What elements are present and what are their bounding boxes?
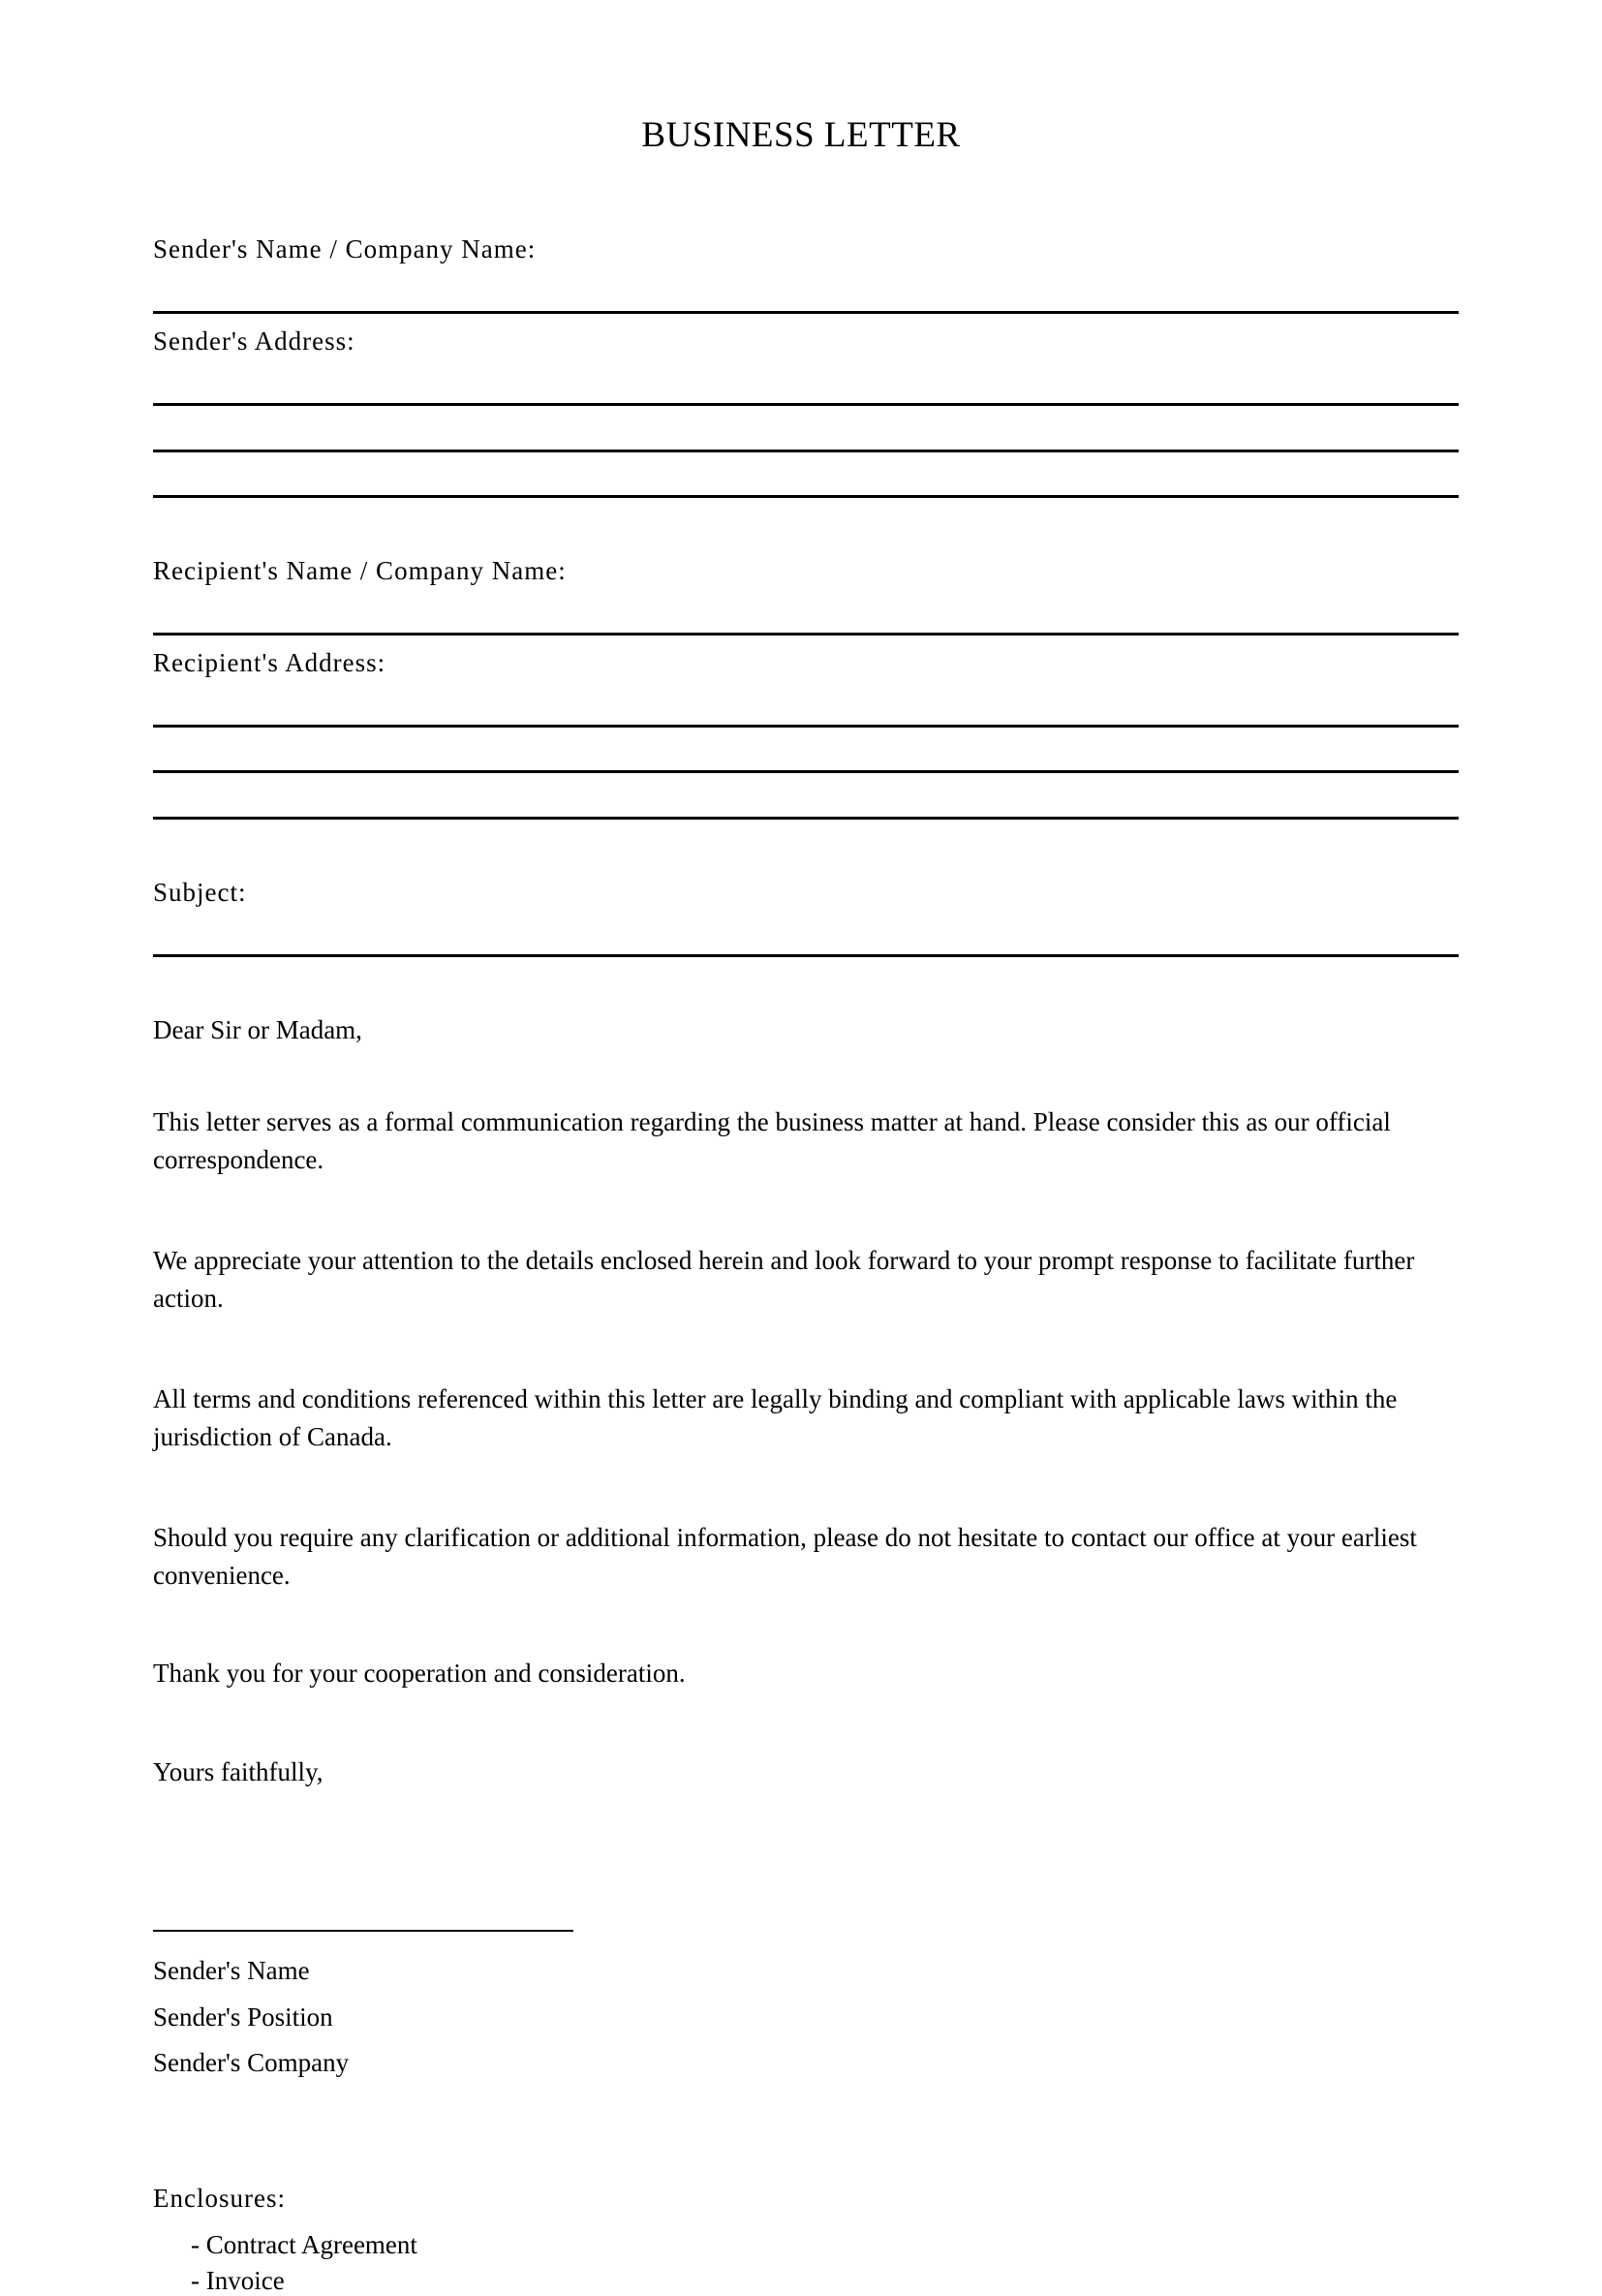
recipient-address-line-2[interactable] (153, 770, 1459, 773)
document-title: BUSINESS LETTER (641, 115, 961, 155)
signature-company: Sender's Company (153, 2048, 350, 2077)
salutation: Dear Sir or Madam, (153, 1015, 362, 1044)
sender-address-line-3[interactable] (153, 495, 1459, 498)
signature-line[interactable] (153, 1930, 573, 1932)
recipient-name-line[interactable] (153, 633, 1459, 636)
recipient-name-label: Recipient's Name / Company Name: (153, 556, 567, 585)
subject-line[interactable] (153, 954, 1459, 957)
sender-address-line-2[interactable] (153, 450, 1459, 452)
signature-position: Sender's Position (153, 2002, 333, 2032)
body-paragraph-4: Should you require any clarification or additional information, please do not hesitate to contact our office at your earliest convenience. (153, 1523, 1417, 1590)
body-paragraph-5: Thank you for your cooperation and consideration. (153, 1659, 686, 1688)
sender-address-label: Sender's Address: (153, 326, 355, 356)
body-paragraph-3: All terms and conditions referenced within this letter are legally binding and compliant with applicable laws within the jurisdiction of Canada. (153, 1384, 1398, 1451)
body-paragraph-2: We appreciate your attention to the details enclosed herein and look forward to your prompt response to facilitate further action. (153, 1246, 1415, 1313)
subject-label: Subject: (153, 878, 247, 907)
enclosure-item: - Invoice (191, 2266, 285, 2295)
enclosures-label: Enclosures: (153, 2184, 286, 2213)
sender-name-label: Sender's Name / Company Name: (153, 234, 537, 264)
sender-name-line[interactable] (153, 311, 1459, 314)
recipient-address-line-3[interactable] (153, 817, 1459, 820)
recipient-address-label: Recipient's Address: (153, 648, 386, 677)
signature-name: Sender's Name (153, 1956, 310, 1985)
closing: Yours faithfully, (153, 1757, 323, 1786)
body-paragraph-1: This letter serves as a formal communication regarding the business matter at hand. Please consider this as our official correspondence. (153, 1107, 1391, 1174)
recipient-address-line-1[interactable] (153, 725, 1459, 728)
enclosure-item: - Contract Agreement (191, 2230, 417, 2259)
sender-address-line-1[interactable] (153, 403, 1459, 406)
